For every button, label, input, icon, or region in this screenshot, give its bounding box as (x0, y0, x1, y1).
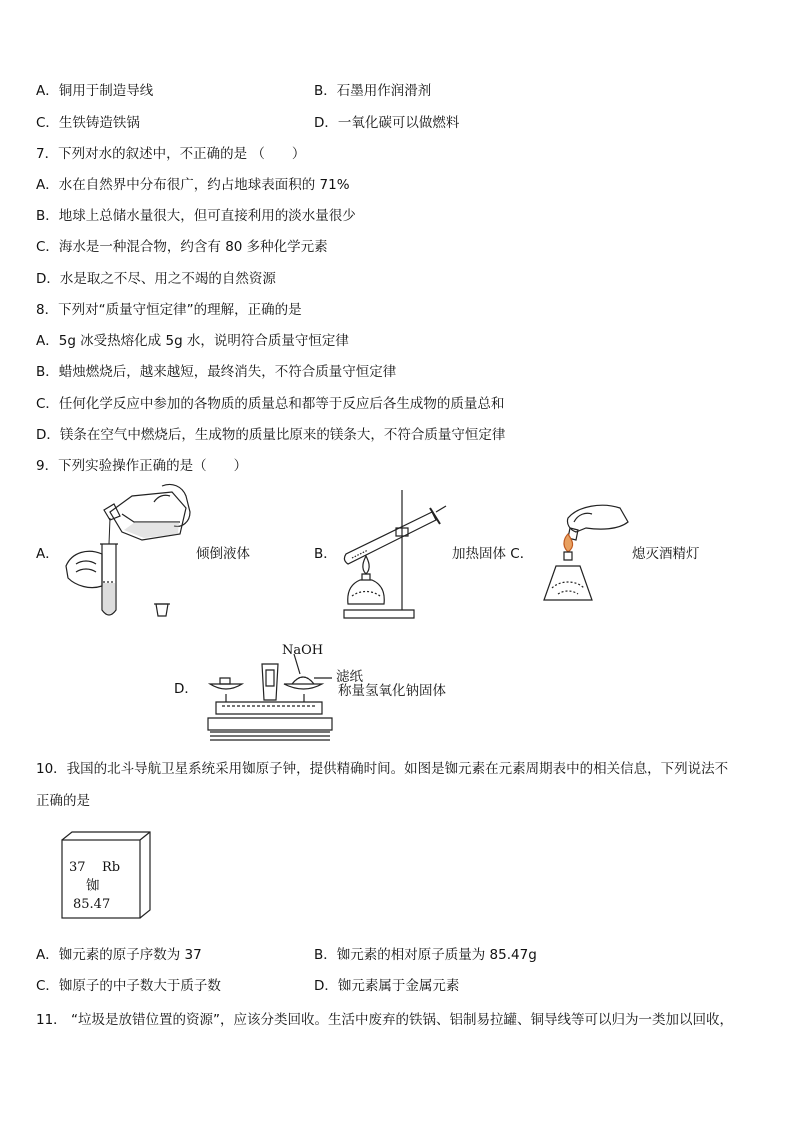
element-symbol: Rb (102, 860, 121, 875)
q8-stem: 8．下列对“质量守恒定律”的理解，正确的是 (36, 302, 302, 318)
q10-option-c: C．铷原子的中子数大于质子数 (36, 978, 221, 994)
element-atomic-mass: 85.47 (73, 897, 111, 912)
q11-stem: 11． “垃圾是放错位置的资源”，应该分类回收。生活中废弃的铁锅、铝制易拉罐、铜导线等可以归为一类加以回收， (36, 1012, 733, 1028)
q9-option-a-caption: 倾倒液体 (196, 546, 250, 562)
q9-option-b-caption: 加热固体 C． (452, 546, 534, 562)
q7-option-b: B．地球上总储水量很大，但可直接利用的淡水量很少 (36, 208, 356, 224)
q7-stem: 7．下列对水的叙述中，不正确的是 （ ） (36, 146, 306, 162)
q7-option-d: D．水是取之不尽、用之不竭的自然资源 (36, 271, 276, 287)
q10-option-b: B．铷元素的相对原子质量为 85.47g (314, 947, 537, 963)
q6-option-a: A．铜用于制造导线 (36, 83, 154, 99)
q8-option-a: A．5g 冰受热熔化成 5g 水，说明符合质量守恒定律 (36, 333, 349, 349)
q8-option-c: C．任何化学反应中参加的各物质的质量总和都等于反应后各生成物的质量总和 (36, 396, 505, 412)
q9-naoh-label: NaOH (282, 643, 324, 658)
heating-solid-illustration (338, 486, 450, 620)
q9-option-d-letter: D． (174, 681, 198, 697)
q10-stem-line2: 正确的是 (36, 793, 90, 809)
q8-option-d: D．镁条在空气中燃烧后，生成物的质量比原来的镁条大，不符合质量守恒定律 (36, 427, 506, 443)
q7-option-a: A．水在自然界中分布很广，约占地球表面积的 71% (36, 177, 350, 193)
q10-option-a: A．铷元素的原子序数为 37 (36, 947, 202, 963)
q6-option-c: C．生铁铸造铁锅 (36, 115, 140, 131)
q6-option-b: B．石墨用作润滑剂 (314, 83, 432, 99)
q9-filter-paper-label: 滤纸 (336, 669, 363, 685)
element-name: 铷 (86, 878, 100, 894)
q7-option-c: C．海水是一种混合物，约含有 80 多种化学元素 (36, 239, 328, 255)
q9-option-d-caption: 称量氢氧化钠固体 (338, 683, 446, 699)
q10-option-d: D．铷元素属于金属元素 (314, 978, 460, 994)
q9-option-b-letter: B． (314, 546, 337, 562)
q9-option-c-caption: 熄灭酒精灯 (632, 546, 700, 562)
q9-stem: 9．下列实验操作正确的是（ ） (36, 458, 248, 474)
element-atomic-number: 37 (69, 860, 86, 875)
blowing-out-lamp-illustration (538, 500, 630, 612)
q10-stem-line1: 10．我国的北斗导航卫星系统采用铷原子钟，提供精确时间。如图是铷元素在元素周期表中的相关信息，下列说法不 (36, 761, 729, 777)
q6-option-d: D．一氧化碳可以做燃料 (314, 115, 460, 131)
q8-option-b: B．蜡烛燃烧后，越来越短，最终消失，不符合质量守恒定律 (36, 364, 397, 380)
pouring-liquid-illustration (62, 482, 192, 622)
q9-option-a-letter: A． (36, 546, 59, 562)
